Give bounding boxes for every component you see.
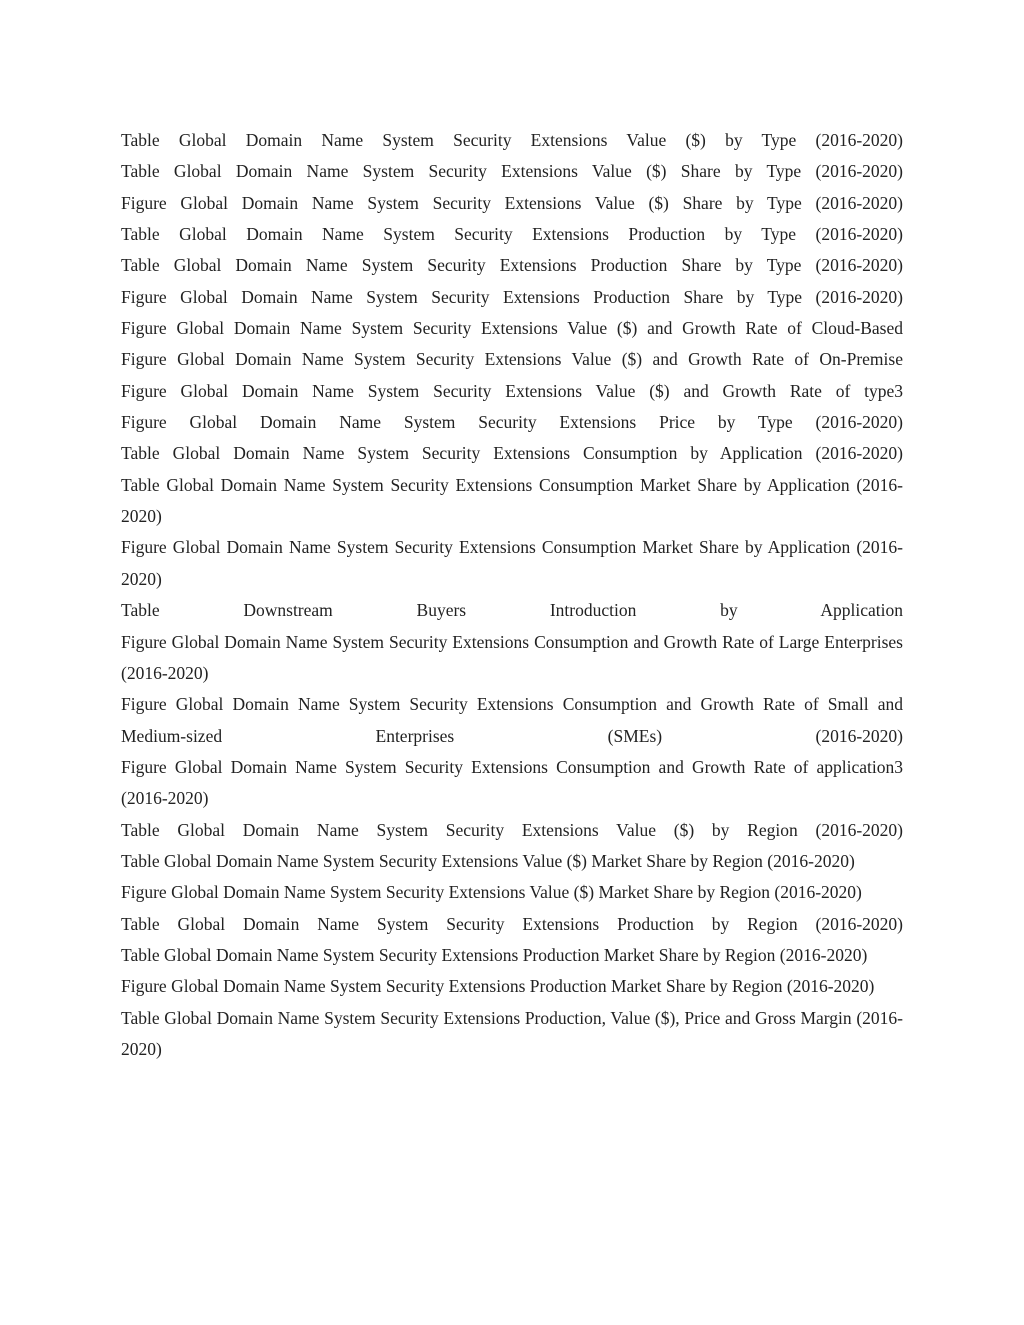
list-entry: Table Global Domain Name System Security Extensions Value ($) by Region (2016-2020) [121,819,903,840]
list-entry: Table Global Domain Name System Security Extensions Production, Value ($), Price and Gross Margin (2016-2020) [121,1007,903,1059]
list-entry: Figure Global Domain Name System Security Extensions Value ($) and Growth Rate of Cloud-Based [121,318,903,339]
list-entry: Figure Global Domain Name System Security Extensions Consumption and Growth Rate of Small and Medium-sized Enterprises (SMEs) (2016-2020) [121,694,903,746]
list-entry: Figure Global Domain Name System Security Extensions Price by Type (2016-2020) [121,412,903,433]
list-entry: Figure Global Domain Name System Security Extensions Value ($) Share by Type (2016-2020) [121,192,903,213]
list-entry: Table Global Domain Name System Security Extensions Value ($) Share by Type (2016-2020) [121,161,903,182]
list-entry: Table Global Domain Name System Security Extensions Value ($) by Type (2016-2020) [121,130,903,150]
list-entry: Table Global Domain Name System Security Extensions Production by Type (2016-2020) [121,224,903,245]
list-entry: Table Global Domain Name System Security Extensions Consumption by Application (2016-2020) [121,443,903,464]
list-entry: Table Downstream Buyers Introduction by Application [121,600,903,621]
list-entry: Table Global Domain Name System Security Extensions Production Market Share by Region (2016-2020) [121,944,868,965]
list-entry: Table Global Domain Name System Security Extensions Production by Region (2016-2020) [121,913,903,934]
list-entry: Figure Global Domain Name System Security Extensions Production Market Share by Region (2016-2020) [121,976,875,997]
list-entry: Figure Global Domain Name System Security Extensions Value ($) and Growth Rate of type3 [121,380,903,401]
list-entry: Table Global Domain Name System Security Extensions Production Share by Type (2016-2020) [121,255,903,276]
list-entry: Table Global Domain Name System Security Extensions Consumption Market Share by Application (2016-2020) [121,474,903,527]
list-entry: Figure Global Domain Name System Security Extensions Consumption Market Share by Application (2016-2020) [121,537,903,589]
list-entry: Figure Global Domain Name System Security Extensions Consumption and Growth Rate of Large Enterprises (2016-2020) [121,631,903,683]
list-entry: Figure Global Domain Name System Security Extensions Consumption and Growth Rate of application3 (2016-2020) [121,756,903,809]
list-entry: Table Global Domain Name System Security Extensions Value ($) Market Share by Region (2016-2020) [121,850,855,871]
list-entry: Figure Global Domain Name System Security Extensions Value ($) Market Share by Region (2016-2020) [121,882,862,903]
figure-table-list [121,125,903,1065]
list-entry: Figure Global Domain Name System Security Extensions Value ($) and Growth Rate of On-Premise [121,349,903,370]
list-entry: Figure Global Domain Name System Security Extensions Production Share by Type (2016-2020) [121,286,903,307]
